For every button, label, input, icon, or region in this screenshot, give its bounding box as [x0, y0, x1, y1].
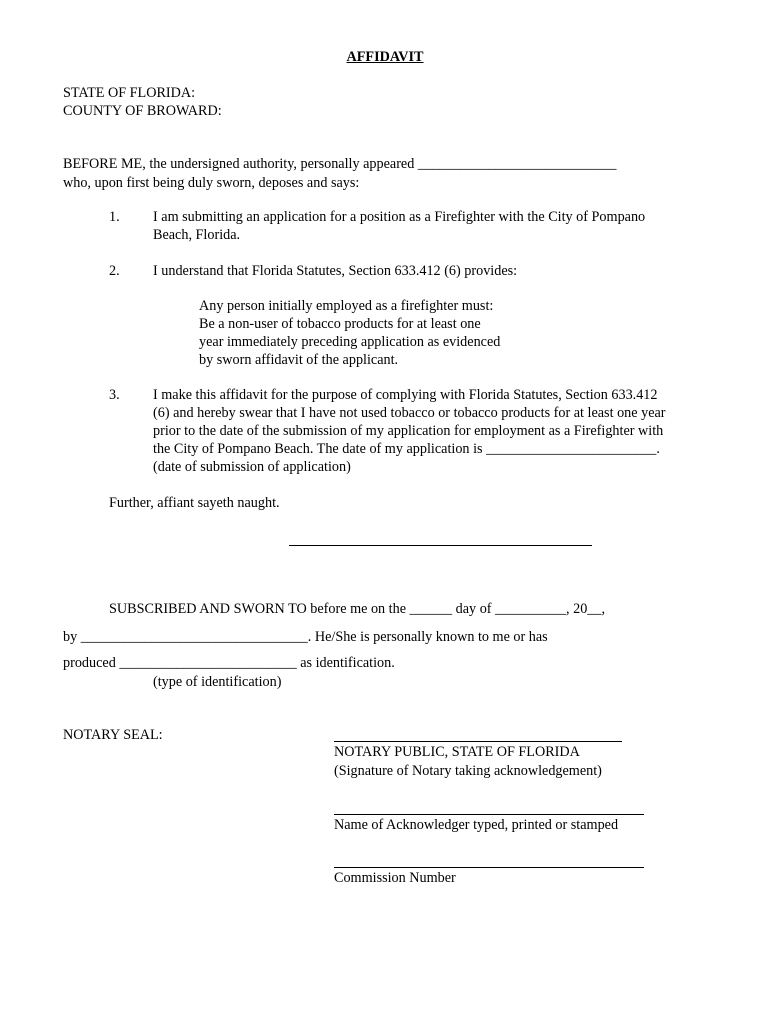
- item-3-line: I make this affidavit for the purpose of complying with Florida Statutes, Section 633.412: [153, 387, 658, 403]
- item-number-1: 1.: [109, 209, 120, 225]
- commission-number-caption: Commission Number: [334, 870, 456, 886]
- document-title: AFFIDAVIT: [346, 49, 424, 65]
- notary-seal-label: NOTARY SEAL:: [63, 727, 163, 743]
- item-number-2: 2.: [109, 263, 120, 279]
- subscribed-line-3: produced _________________________ as identification.: [63, 655, 395, 671]
- quote-line: Any person initially employed as a firefighter must:: [199, 298, 494, 314]
- intro-line-2: who, upon first being duly sworn, deposes and says:: [63, 175, 360, 191]
- subscribed-line-1: SUBSCRIBED AND SWORN TO before me on the ______ day of __________, 20__,: [109, 601, 606, 617]
- item-2-line: I understand that Florida Statutes, Section 633.412 (6) provides:: [153, 263, 518, 279]
- item-1-line: I am submitting an application for a position as a Firefighter with the City of Pompano: [153, 209, 646, 225]
- commission-number-line: [334, 867, 644, 868]
- item-text-3: [153, 386, 666, 476]
- quote-line: Be a non-user of tobacco products for at least one: [199, 316, 481, 332]
- item-3-line: (6) and hereby swear that I have not used tobacco or tobacco products for at least one year: [153, 405, 666, 421]
- subscribed-line-2: by ________________________________. He/She is personally known to me or has: [63, 629, 548, 645]
- acknowledger-name-line: [334, 814, 644, 815]
- county-label: COUNTY OF BROWARD:: [63, 103, 222, 119]
- acknowledger-name-caption: Name of Acknowledger typed, printed or stamped: [334, 817, 619, 833]
- item-text-1: [153, 208, 645, 244]
- intro-line-1: BEFORE ME, the undersigned authority, personally appeared ____________________________: [63, 156, 617, 172]
- quote-line: by sworn affidavit of the applicant.: [199, 352, 399, 368]
- item-1-line: Beach, Florida.: [153, 227, 241, 243]
- item-text-2: [153, 262, 517, 280]
- item-3-line: the City of Pompano Beach. The date of my application is ________________________.: [153, 441, 660, 457]
- identification-caption: (type of identification): [153, 674, 282, 690]
- notary-signature-caption: (Signature of Notary taking acknowledgement): [334, 763, 602, 779]
- further-statement: Further, affiant sayeth naught.: [109, 495, 280, 511]
- statute-quote: [199, 297, 500, 369]
- notary-public-label: NOTARY PUBLIC, STATE OF FLORIDA: [334, 744, 580, 760]
- affiant-signature-line: [289, 545, 592, 546]
- notary-signature-line: [334, 741, 622, 742]
- state-label: STATE OF FLORIDA:: [63, 85, 196, 101]
- item-3-line: (date of submission of application): [153, 459, 351, 475]
- item-3-line: prior to the date of the submission of my application for employment as a Firefighter with: [153, 423, 664, 439]
- quote-line: year immediately preceding application as evidenced: [199, 334, 501, 350]
- item-number-3: 3.: [109, 387, 120, 403]
